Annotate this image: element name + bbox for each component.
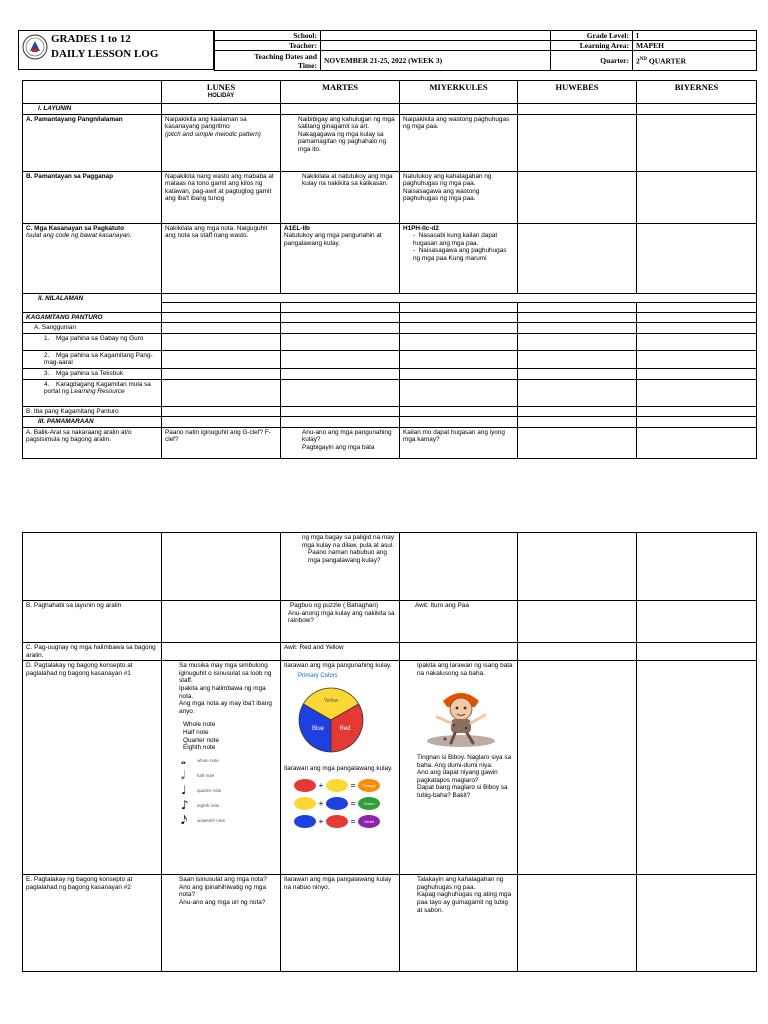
cell-b-wednesday: Natutukoy ang kahalagahan ng paghuhugas ng mga paa. Naisasagawa ang wastong paghuhugas ng mga paa. <box>400 171 518 223</box>
dates-label-line2: Time: <box>297 60 317 70</box>
note-icon-row <box>165 769 277 784</box>
note-name-whole: Whole note <box>183 721 216 729</box>
d-wed-text2: Tingnan si Biboy. Naglaro siya sa baha. Ang dumi-dumi niya. <box>417 753 512 769</box>
orange-blob-icon: Orange <box>358 779 380 792</box>
d-tue-text1: Ilarawan ang mga pangunahing kulay. <box>284 662 392 670</box>
e-wed-text2: Kapag naghuhugas ng ating mga paa tayo ay gumagamit ng tubig at sabon. <box>417 891 512 914</box>
school-field <box>321 31 551 41</box>
dates-field: NOVEMBER 21-25, 2022 (WEEK 3) <box>321 51 551 71</box>
row-label-konsepto-1: D. Pagtalakay ng bagong konsepto at paglalahad ng bagong kasanayan #1 <box>23 661 162 875</box>
sanggunian-label: A. Sanggunian <box>34 324 76 332</box>
row-label-balik-aral: A. Balik-Aral sa nakaraang aralin at/o pagsisimula ng bagong aralin. <box>23 427 162 458</box>
whole-note-icon: 𝅝 <box>181 753 186 768</box>
d-mon-text1: Sa musika may mga simbulong iginuguhit o isinusulat sa loob ng staff. <box>179 662 272 685</box>
s4-label-italic: Learning Resource <box>70 388 125 396</box>
day-header-monday <box>162 81 281 104</box>
whole-note-label: whole note <box>197 758 219 764</box>
cell-konsepto2-monday <box>162 875 281 972</box>
layunin-label: I. LAYUNIN <box>38 105 72 112</box>
violet-blob-icon: Violet <box>358 815 380 828</box>
row-kagamitang-mag-aaral: 2. Mga pahina sa Kagamitang Pang-mag-aaral <box>23 350 162 368</box>
holiday-label: HOLIDAY <box>207 93 235 99</box>
c-wed-bullet2: - Naisasagawa ang paghuhugas ng mga paa Kung marumi <box>413 247 507 262</box>
day-label-monday: LUNES <box>206 82 236 92</box>
balik-tue-text2: Pagbigayin ang mga bata <box>302 443 375 451</box>
cell-balik-wednesday: Kailan mo dapat hugasan ang iyong mga kamay? <box>400 427 518 458</box>
row-label-pag-uugnay: C. Pag-uugnay ng mga halimbawa sa bagong aralin. <box>23 643 162 661</box>
note-icon-row <box>165 799 277 814</box>
teacher-label: Teacher: <box>215 41 321 51</box>
cont-tue-text1: ng mga bagay sa paligid na may mga kulay na dilaw, pula at asul. <box>302 534 395 549</box>
note-icon-row <box>165 814 277 829</box>
row-teksbuk: 3. Mga pahina sa Teksbuk <box>23 368 162 379</box>
school-label: School: <box>215 31 321 41</box>
cell-b-monday: Napakikita nang wasto ang mababa at mataas na tono gamit ang kilos ng katawan, pag-awit at pagtugtog gamit ang iba't ibang tunog <box>162 171 281 223</box>
title-block <box>18 30 214 70</box>
e-mon-text3: Anu-ano ang mga uri ng nota? <box>179 898 266 906</box>
red-label: Red <box>339 726 351 733</box>
area-field: MAPEH <box>633 41 757 51</box>
c-label-italic: Isulat ang code ng bawat kasanayan. <box>26 232 132 240</box>
d-wed-text3: Ano ang dapat niyang gawin pagkatapos maglaro? <box>417 769 498 784</box>
quarter-label: Quarter: <box>551 51 633 71</box>
iba-label: B. Iba pang Kagamitang Panturo <box>26 407 119 415</box>
c-wed-text2: Naisasagawa ang paghuhugas ng mga paa Kung marumi <box>413 247 507 262</box>
cell-continued-tuesday <box>281 533 400 601</box>
row-iba-pang-kagamitan <box>23 406 162 417</box>
a-mon-text: Naipakikita ang kaalaman sa kasanayang pangritmo <box>165 115 247 131</box>
d-mon-text2: Ipakita ang halimbawa ng mga nota. <box>179 684 266 700</box>
cell-paghahabi-wednesday <box>400 601 518 643</box>
secondary-colors-figure <box>284 777 396 831</box>
d-tue-text2: Ilarawan ang mga pangalawang kulay. <box>284 764 393 772</box>
row-sanggunian <box>23 323 162 334</box>
cell-konsepto1-tuesday <box>281 661 400 875</box>
cont-tue-text2: Paano naman nabubuo ang mga pangalawang kulay? <box>308 549 387 564</box>
child-in-flood-illustration <box>421 681 501 749</box>
note-icon-row <box>165 784 277 799</box>
area-label: Learning Area: <box>551 41 633 51</box>
cell-b-tuesday <box>281 171 400 223</box>
note-name-eighth: Eighth note <box>183 744 216 752</box>
b-tue-text: Nakikilala at natutukoy ang mga kulay na nakikita sa kalikasan. <box>302 172 393 188</box>
cell-c-wednesday <box>400 223 518 293</box>
e-mon-text1: Saan isinusulat ang mga nota? <box>179 876 267 884</box>
lesson-table-page1 <box>22 80 757 459</box>
color-mix-row-orange: + = Orange <box>284 777 396 795</box>
yellow-label: Yellow <box>323 698 339 705</box>
color-mix-row-violet: + = Violet <box>284 813 396 831</box>
blue-label: Blue <box>311 726 325 733</box>
quarter-note-label: quarter note <box>197 788 222 794</box>
balik-tue-text1: Anu-ano ang mga pangunahing kulay? <box>302 428 392 444</box>
row-label-pagganap: B. Pamantayan sa Pagganap <box>23 171 162 223</box>
lesson-log-header <box>18 30 756 70</box>
note-name-quarter: Quarter note <box>183 736 219 744</box>
d-mon-text3: Ang mga nota ay may iba't ibang anyo. <box>179 700 272 715</box>
grade-label: Grade Level: <box>551 31 633 41</box>
cell-balik-monday: Paano natin iginuguhit ang G-clef? F-clef? <box>162 427 281 458</box>
nilalaman-label: II. NILALAMAN <box>38 294 84 302</box>
cell-konsepto1-wednesday <box>400 661 518 875</box>
row-label-paghahabi: B. Paghahabi sa layunin ng aralin <box>23 601 162 643</box>
dates-label-line1: Teaching Dates and <box>254 51 317 61</box>
grade-field: I <box>633 31 757 41</box>
teacher-field <box>321 41 551 51</box>
row-learning-resource: 4. Karagdagang Kagamitan mula sa portal ng Learning Resource <box>23 379 162 406</box>
quarter-num: 2 <box>636 56 640 66</box>
quarter-field <box>633 51 757 71</box>
sixteenth-note-label: sixteenth note <box>197 818 226 824</box>
cell-balik-tuesday <box>281 427 400 458</box>
cell-c-monday: Nakikilala ang mga nota. Naiguguhit ang nota sa staff nang wasto. <box>162 223 281 293</box>
info-table <box>214 30 757 71</box>
e-mon-text2: Ano ang ipinahihiwatig ng mga nota? <box>179 883 267 899</box>
day-header-tuesday: MARTES <box>281 81 400 104</box>
half-note-icon: 𝅗𝅥 <box>181 768 185 783</box>
quarter-note-icon: ♩ <box>181 783 187 798</box>
d-wed-text4: Dapat bang maglaro si Biboy sa tubig-baha? Bakit? <box>417 784 508 799</box>
a-tue-text: Naibibigay ang kahulugan ng mga salitang ginagamit sa art. Nakagagawa ng mga kulay sa pamamagitan ng paghahalo ng mga ito. <box>298 115 395 153</box>
c-label: C. Mga Kasanayan sa Pagkatuto <box>26 224 125 232</box>
cell-konsepto1-monday <box>162 661 281 875</box>
blue-blob-icon <box>326 797 348 810</box>
row-gabay-guro: 1. Mga pahina sa Gabay ng Guro <box>23 333 162 350</box>
red-blob-icon <box>294 779 316 792</box>
c-wed-bullet1: - Nasasabi kung kailan dapat hugasan ang mga paa. <box>413 232 498 247</box>
b-tue-text2: Anu-anong mga kulay ang nakikita sa rainbow? <box>288 609 395 625</box>
eighth-note-label: eighth note <box>197 803 220 809</box>
color-mix-row-green: + = Green <box>284 795 396 813</box>
e-wed-text1: Talakayin ang kahalagahan ng paghuhugas ng paa. <box>417 876 504 891</box>
quarter-sup: ND <box>639 57 647 63</box>
c-wed-code: H1PH-IIc-d2 <box>403 224 439 232</box>
blue-blob-icon <box>294 815 316 828</box>
d-wed-text1: Ipakita ang larawan ng isang bata na nakalusong sa baha. <box>417 662 513 677</box>
primary-colors-title: Primary Colors <box>298 672 338 679</box>
note-name-half: Half note <box>183 728 209 736</box>
yellow-blob-icon <box>326 779 348 792</box>
quarter-rest: QUARTER <box>646 56 687 66</box>
s2-label: Mga pahina sa Kagamitang Pang-mag-aaral <box>44 351 153 367</box>
eighth-note-icon: ♪ <box>181 798 189 813</box>
note-icon-row <box>165 754 277 769</box>
half-note-label: half note <box>197 773 215 779</box>
pamamaraan-label: III. PAMAMARAAN <box>38 418 94 426</box>
c-tue-code: A1EL-IIb <box>284 224 310 232</box>
cell-pag-uugnay-tuesday: Awit: Red and Yellow <box>281 643 400 661</box>
cell-konsepto2-wednesday <box>400 875 518 972</box>
dates-label <box>215 51 321 71</box>
cell-a-wednesday: Naipakikita ang wastong paghuhugas ng mga paa. <box>400 114 518 171</box>
day-header-thursday: HUWEBES <box>518 81 637 104</box>
section-layunin <box>23 104 162 115</box>
day-header-friday: BIYERNES <box>637 81 757 104</box>
deped-seal-icon <box>22 34 48 60</box>
sixteenth-note-icon: 𝅘𝅥𝅯 <box>181 813 188 828</box>
section-kagamitan: KAGAMITANG PANTURO <box>23 312 162 323</box>
row-label-kasanayan <box>23 223 162 293</box>
note-types-figure <box>165 754 277 829</box>
a-mon-italic: (pitch and simple melodic pattern) <box>165 130 261 138</box>
b-tue-text1: Pagbuo ng puzzle ( Bahaghari) <box>290 602 379 609</box>
lesson-table-page2 <box>22 532 757 972</box>
cell-a-tuesday <box>281 114 400 171</box>
blank-header-cell <box>23 81 162 104</box>
row-label-konsepto-2: E. Pagtalakay ng bagong konsepto at paglalahad ng bagong kasanayan #2 <box>23 875 162 972</box>
cell-konsepto2-tuesday: Ilarawan ang mga pangalawang kulay na nabuo ninyo. <box>281 875 400 972</box>
b-wed-text: Awit: Ituro ang Paa <box>415 602 469 609</box>
row-label-pangnilalaman: A. Pamantayang Pangnilalaman <box>23 114 162 171</box>
c-tue-text: Natutukoy ang mga pangunahin at pangalawang kulay. <box>284 232 382 247</box>
c-wed-text1: Nasasabi kung kailan dapat hugasan ang mga paa. <box>413 232 498 247</box>
doc-title-line2: DAILY LESSON LOG <box>51 48 159 60</box>
doc-title-line1: GRADES 1 to 12 <box>51 33 131 45</box>
cell-paghahabi-tuesday <box>281 601 400 643</box>
s4-label: Karagdagang Kagamitan mula sa portal ng <box>44 380 151 396</box>
cell-c-tuesday <box>281 223 400 293</box>
s3-label: Mga pahina sa Teksbuk <box>56 369 124 377</box>
red-blob-icon <box>326 815 348 828</box>
day-header-wednesday: MIYERKULES <box>400 81 518 104</box>
primary-colors-wheel <box>284 680 394 758</box>
section-pamamaraan <box>23 417 162 428</box>
green-blob-icon: Green <box>358 797 380 810</box>
section-nilalaman <box>23 293 162 312</box>
cell-a-monday <box>162 114 281 171</box>
yellow-blob-icon <box>294 797 316 810</box>
s1-label: Mga pahina sa Gabay ng Guro <box>56 334 144 342</box>
